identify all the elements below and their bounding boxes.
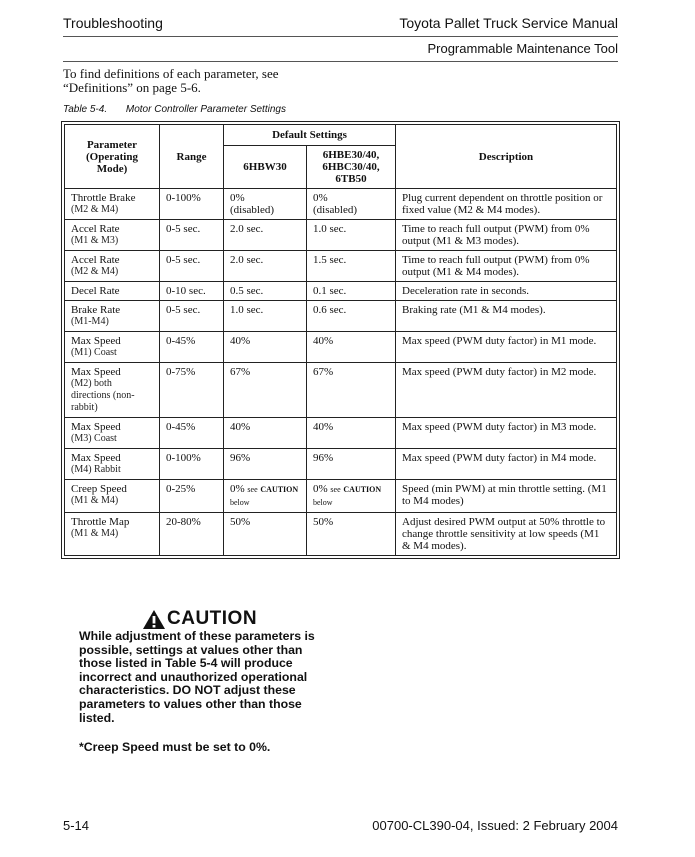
cell-default-a (224, 301, 307, 332)
default-value-a: 67% (230, 366, 251, 378)
cell-default-a (224, 332, 307, 363)
cell-default-a (224, 418, 307, 449)
parameter-mode: (M4) Rabbit (71, 464, 121, 475)
default-value-a: 2.0 sec. (230, 254, 264, 266)
parameter-name: Brake Rate (71, 304, 121, 316)
default-value-a: 50% (230, 516, 251, 528)
default-value-a: 40% (230, 335, 251, 347)
default-sub-b: (disabled) (313, 204, 357, 216)
default-value-b: 1.5 sec. (313, 254, 347, 266)
cell-default-a (224, 251, 307, 282)
cell-parameter (65, 363, 160, 418)
table-row (65, 282, 617, 301)
parameter-mode: (M1-M4) (71, 316, 109, 327)
table-row (65, 189, 617, 220)
default-tail-a: below (230, 498, 250, 507)
cell-default-b (307, 480, 396, 513)
cell-description: Adjust desired PWM output at 50% throttle to change throttle sensitivity at low speeds (M1 & M4 modes). (396, 513, 617, 556)
header-section: Troubleshooting (63, 15, 163, 31)
default-see-b: see (330, 485, 341, 494)
cell-default-b (307, 332, 396, 363)
parameter-name: Max Speed (71, 421, 121, 433)
table-caption (63, 104, 286, 115)
cell-default-a (224, 220, 307, 251)
header-rule (63, 36, 618, 37)
cell-description: Braking rate (M1 & M4 modes). (396, 301, 617, 332)
table-row (65, 332, 617, 363)
cell-default-a (224, 480, 307, 513)
default-value-b: 1.0 sec. (313, 223, 347, 235)
default-value-b: 0.6 sec. (313, 304, 347, 316)
default-sub-a: (disabled) (230, 204, 274, 216)
parameter-name: Throttle Map (71, 516, 130, 528)
default-value-b: 67% (313, 366, 334, 378)
default-caution-a: CAUTION (260, 485, 299, 494)
default-value-a: 1.0 sec. (230, 304, 264, 316)
table-row (65, 449, 617, 480)
cell-default-a (224, 189, 307, 220)
cell-default-a (224, 363, 307, 418)
table-title: Motor Controller Parameter Settings (125, 104, 286, 115)
table-row (65, 480, 617, 513)
parameter-mode: (M3) Coast (71, 433, 117, 444)
parameter-name: Throttle Brake (71, 192, 136, 204)
cell-description: Time to reach full output (PWM) from 0% output (M1 & M4 modes). (396, 251, 617, 282)
cell-parameter (65, 220, 160, 251)
parameter-table-frame (61, 121, 620, 559)
parameter-name: Max Speed (71, 366, 121, 378)
cell-description: Max speed (PWM duty factor) in M3 mode. (396, 418, 617, 449)
header-parameter-label: Parameter (86, 138, 138, 151)
footer-page-number: 5-14 (63, 818, 90, 833)
parameter-mode: (M1 & M4) (71, 495, 119, 506)
cell-range: 0-5 sec. (160, 220, 224, 251)
intro-line-2: “Definitions” on page 5-6. (63, 80, 201, 95)
cell-default-a (224, 513, 307, 556)
default-value-a: 2.0 sec. (230, 223, 264, 235)
cell-description: Max speed (PWM duty factor) in M4 mode. (396, 449, 617, 480)
header-range: Range (160, 125, 224, 189)
cell-default-b (307, 220, 396, 251)
parameter-mode: (M2) both directions (non-rabbit) (71, 378, 135, 413)
caution-heading (143, 608, 257, 630)
header-default-settings: Default Settings (224, 125, 396, 146)
caution-body: While adjustment of these parameters is possible, settings at values other than those listed in Table 5-4 will produce incorrect and unauthorized operational characteristics. DO NOT adjust these parameters to values other than those listed. (79, 629, 315, 725)
cell-parameter (65, 449, 160, 480)
cell-default-b (307, 418, 396, 449)
header-description: Description (396, 125, 617, 189)
table-row (65, 220, 617, 251)
parameter-name: Decel Rate (71, 285, 120, 297)
parameter-mode: (M1 & M4) (71, 528, 119, 539)
default-value-b: 0% (313, 192, 328, 204)
cell-range: 0-25% (160, 480, 224, 513)
parameter-name: Creep Speed (71, 483, 127, 495)
default-value-b: 0.1 sec. (313, 285, 347, 297)
cell-default-b (307, 513, 396, 556)
cell-parameter (65, 251, 160, 282)
table-row (65, 418, 617, 449)
cell-default-b (307, 251, 396, 282)
subheader-rule (63, 61, 618, 62)
table-number: Table 5-4. (63, 104, 108, 115)
header-parameter (65, 125, 160, 189)
cell-range: 0-5 sec. (160, 301, 224, 332)
cell-parameter (65, 418, 160, 449)
cell-description: Time to reach full output (PWM) from 0% output (M1 & M3 modes). (396, 220, 617, 251)
caution-note: *Creep Speed must be set to 0%. (79, 740, 271, 754)
cell-parameter (65, 301, 160, 332)
default-value-a: 96% (230, 452, 251, 464)
parameter-name: Max Speed (71, 335, 121, 347)
cell-description: Plug current dependent on throttle position or fixed value (M2 & M4 modes). (396, 189, 617, 220)
parameter-mode: (M2 & M4) (71, 204, 119, 215)
footer-doc-info: 00700-CL390-04, Issued: 2 February 2004 (372, 818, 618, 833)
cell-parameter (65, 332, 160, 363)
parameter-table (64, 124, 617, 556)
cell-range: 20-80% (160, 513, 224, 556)
cell-range: 0-45% (160, 332, 224, 363)
header-model-b: 6HBE30/40, 6HBC30/40, 6TB50 (307, 146, 396, 189)
cell-default-b (307, 282, 396, 301)
table-row (65, 251, 617, 282)
intro-line-1: To find definitions of each parameter, see (63, 66, 279, 81)
parameter-mode: (M1) Coast (71, 347, 117, 358)
default-value-b: 0% (313, 483, 328, 495)
default-caution-b: CAUTION (343, 485, 382, 494)
cell-range: 0-100% (160, 189, 224, 220)
cell-parameter (65, 282, 160, 301)
cell-parameter (65, 189, 160, 220)
default-value-a: 0% (230, 192, 245, 204)
intro-text (63, 67, 463, 95)
cell-parameter (65, 480, 160, 513)
default-see-a: see (247, 485, 258, 494)
default-value-a: 0.5 sec. (230, 285, 264, 297)
cell-description: Deceleration rate in seconds. (396, 282, 617, 301)
parameter-name: Accel Rate (71, 223, 120, 235)
parameter-table-body (65, 189, 617, 556)
default-value-b: 40% (313, 335, 334, 347)
cell-default-a (224, 449, 307, 480)
default-value-b: 50% (313, 516, 334, 528)
cell-range: 0-10 sec. (160, 282, 224, 301)
header-manual-title: Toyota Pallet Truck Service Manual (399, 15, 618, 31)
cell-description: Max speed (PWM duty factor) in M2 mode. (396, 363, 617, 418)
cell-range: 0-100% (160, 449, 224, 480)
cell-description: Speed (min PWM) at min throttle setting. (M1 to M4 modes) (396, 480, 617, 513)
cell-parameter (65, 513, 160, 556)
parameter-mode: (M1 & M3) (71, 235, 119, 246)
warning-triangle-icon (143, 610, 165, 629)
cell-default-b (307, 363, 396, 418)
cell-default-b (307, 189, 396, 220)
table-row (65, 513, 617, 556)
table-row (65, 301, 617, 332)
default-value-a: 40% (230, 421, 251, 433)
header-parameter-sub: (Operating Mode) (86, 150, 138, 175)
cell-description: Max speed (PWM duty factor) in M1 mode. (396, 332, 617, 363)
cell-range: 0-45% (160, 418, 224, 449)
cell-default-b (307, 301, 396, 332)
parameter-name: Accel Rate (71, 254, 120, 266)
cell-default-b (307, 449, 396, 480)
default-tail-b: below (313, 498, 333, 507)
header-subsection: Programmable Maintenance Tool (427, 41, 618, 56)
parameter-mode: (M2 & M4) (71, 266, 119, 277)
default-value-b: 40% (313, 421, 334, 433)
default-value-a: 0% (230, 483, 245, 495)
parameter-name: Max Speed (71, 452, 121, 464)
cell-range: 0-75% (160, 363, 224, 418)
cell-range: 0-5 sec. (160, 251, 224, 282)
header-model-a: 6HBW30 (224, 146, 307, 189)
table-row (65, 363, 617, 418)
cell-default-a (224, 282, 307, 301)
default-value-b: 96% (313, 452, 334, 464)
caution-title: CAUTION (167, 608, 258, 629)
